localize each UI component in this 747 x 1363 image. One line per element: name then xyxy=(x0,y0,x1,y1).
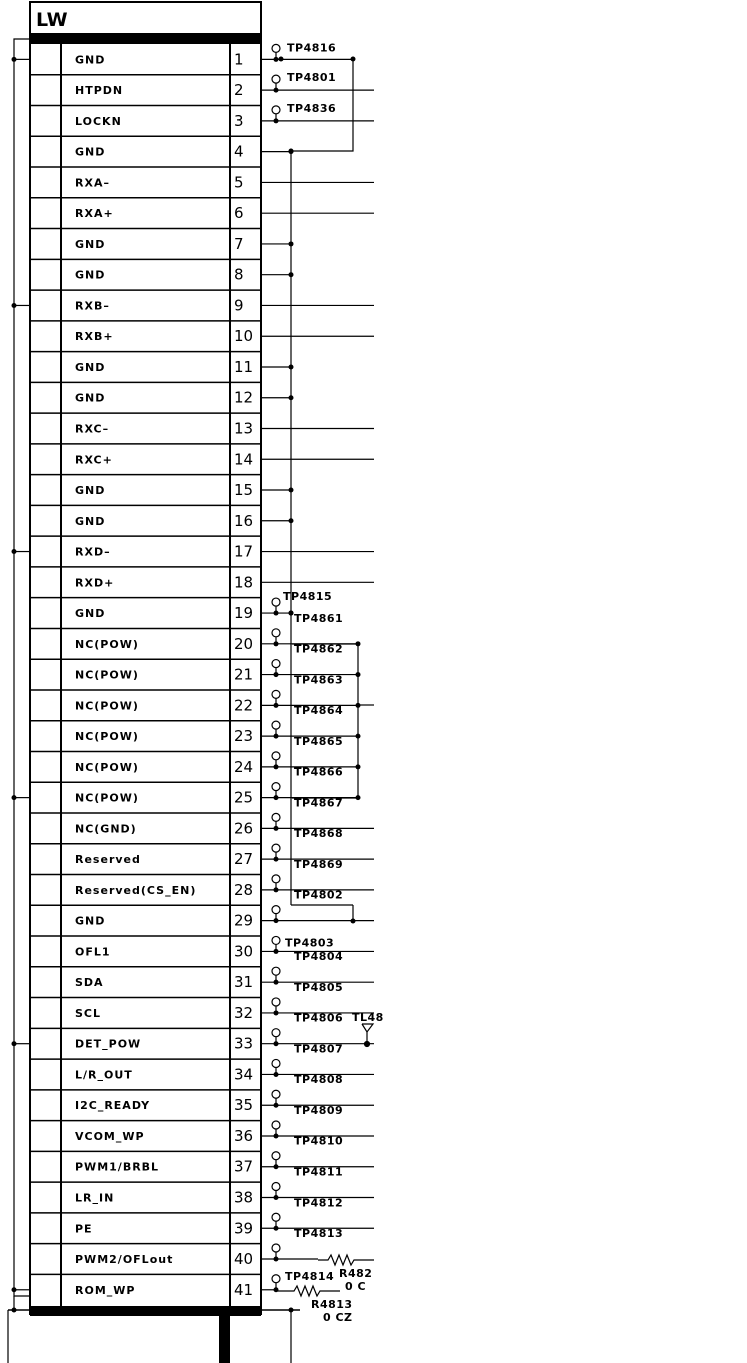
test-point-junction xyxy=(274,918,279,923)
pin-number: 11 xyxy=(234,357,254,376)
test-point-label: TP4869 xyxy=(294,857,344,871)
pin-signal-label: RXD+ xyxy=(75,576,115,590)
pin-number: 13 xyxy=(234,419,254,438)
test-point-label: TP4803 xyxy=(285,936,335,950)
pin-number: 33 xyxy=(234,1034,254,1053)
pin-number: 41 xyxy=(234,1280,254,1299)
pin-number: 23 xyxy=(234,727,254,746)
pin-number: 34 xyxy=(234,1065,254,1084)
test-point-pad xyxy=(272,660,280,668)
test-point-junction xyxy=(274,1041,279,1046)
pin-signal-label: GND xyxy=(75,391,106,405)
r482-value: 0 C xyxy=(345,1280,367,1293)
bus-junction xyxy=(356,795,361,800)
test-point-label: TP4861 xyxy=(294,611,344,625)
pin-signal-label: PWM1/BRBL xyxy=(75,1160,160,1174)
test-point-pad xyxy=(272,1275,280,1283)
test-point-junction xyxy=(274,1103,279,1108)
pin-number: 16 xyxy=(234,511,254,530)
pin-number: 3 xyxy=(234,111,244,130)
connector-bottom-bar xyxy=(30,1306,261,1316)
pin-signal-label: VCOM_WP xyxy=(75,1129,145,1143)
pin-number: 14 xyxy=(234,450,254,469)
pin-number: 27 xyxy=(234,850,254,869)
test-point-pad xyxy=(272,783,280,791)
frame-junction xyxy=(12,1287,17,1292)
pin-signal-label: GND xyxy=(75,268,106,282)
pin-signal-label: NC(POW) xyxy=(75,637,139,651)
test-point-label: TP4816 xyxy=(287,41,337,55)
test-point-junction xyxy=(274,1257,279,1262)
pin-number: 6 xyxy=(234,204,244,223)
test-point-junction xyxy=(274,1287,279,1292)
r4813-value: 0 CZ xyxy=(323,1311,353,1324)
pin-signal-label: Reserved xyxy=(75,853,141,867)
pin-signal-label: RXC+ xyxy=(75,453,113,467)
test-point-junction xyxy=(274,949,279,954)
gnd-bus-top-junction xyxy=(289,149,294,154)
pin-number: 25 xyxy=(234,788,254,807)
test-point-junction xyxy=(274,1164,279,1169)
pin-signal-label: RXD– xyxy=(75,545,111,559)
frame-junction xyxy=(12,303,17,308)
pin-number: 9 xyxy=(234,296,244,315)
test-point-label: TP4862 xyxy=(294,642,344,656)
pin-number: 5 xyxy=(234,173,244,192)
test-point-junction xyxy=(274,1195,279,1200)
pin-signal-label: NC(POW) xyxy=(75,791,139,805)
bus-junction xyxy=(289,272,294,277)
pin-signal-label: PWM2/OFLout xyxy=(75,1253,174,1267)
pin-signal-label: RXA– xyxy=(75,176,110,190)
pin-number: 32 xyxy=(234,1003,254,1022)
pin-number: 31 xyxy=(234,973,254,992)
pin-signal-label: NC(POW) xyxy=(75,760,139,774)
pin-number: 21 xyxy=(234,665,254,684)
pin-signal-label: GND xyxy=(75,360,106,374)
pin-signal-label: NC(POW) xyxy=(75,699,139,713)
test-point-pad xyxy=(272,906,280,914)
test-point-pad xyxy=(272,936,280,944)
tl48-label: TL48 xyxy=(352,1011,384,1024)
pin-signal-label: NC(POW) xyxy=(75,730,139,744)
pin-signal-label: GND xyxy=(75,145,106,159)
pin29-junction xyxy=(351,919,356,924)
pin-number: 1 xyxy=(234,50,244,69)
frame-junction xyxy=(12,549,17,554)
pin-signal-label: HTPDN xyxy=(75,84,124,98)
pin-signal-label: GND xyxy=(75,914,106,928)
test-point-pad xyxy=(272,844,280,852)
test-point-junction xyxy=(274,672,279,677)
test-point-pad xyxy=(272,1090,280,1098)
test-point-junction xyxy=(274,1010,279,1015)
test-point-label: TP4811 xyxy=(294,1165,344,1179)
bus-junction xyxy=(289,518,294,523)
tl48-marker xyxy=(362,1024,373,1032)
resistor-r4813 xyxy=(276,1286,340,1296)
test-point-label: TP4804 xyxy=(294,950,344,964)
test-point-pad xyxy=(272,1183,280,1191)
test-point-pad xyxy=(272,44,280,52)
test-point-label: TP4801 xyxy=(287,71,337,85)
pin-number: 28 xyxy=(234,880,254,899)
pin-number: 26 xyxy=(234,819,254,838)
test-point-label: TP4807 xyxy=(294,1042,344,1056)
test-point-junction xyxy=(274,734,279,739)
test-point-junction xyxy=(274,118,279,123)
test-point-junction xyxy=(274,980,279,985)
test-point-label: TP4802 xyxy=(294,888,344,902)
bus-junction xyxy=(356,734,361,739)
bus-junction xyxy=(356,703,361,708)
pin-signal-label: GND xyxy=(75,607,106,621)
test-point-pad xyxy=(272,752,280,760)
pin-signal-label: PE xyxy=(75,1222,93,1236)
test-point-junction xyxy=(274,795,279,800)
test-point-junction xyxy=(274,703,279,708)
frame-junction xyxy=(12,57,17,62)
pin-number: 7 xyxy=(234,234,244,253)
connector-outline xyxy=(30,2,261,1314)
pin-signal-label: NC(POW) xyxy=(75,668,139,682)
bus-junction xyxy=(289,395,294,400)
test-point-label: TP4868 xyxy=(294,827,344,841)
pin-signal-label: LR_IN xyxy=(75,1191,115,1205)
pin-signal-label: RXB– xyxy=(75,299,110,313)
left-frame-rail xyxy=(14,39,30,1296)
bus-junction xyxy=(289,241,294,246)
test-point-label: TP4836 xyxy=(287,101,337,115)
test-point-pad xyxy=(272,998,280,1006)
test-point-label: TP4815 xyxy=(283,590,333,604)
pin-number: 30 xyxy=(234,942,254,961)
test-point-pad xyxy=(272,1029,280,1037)
pin-number: 38 xyxy=(234,1188,254,1207)
frame-junction xyxy=(12,795,17,800)
pin-number: 15 xyxy=(234,481,254,500)
r4813-label: R4813 xyxy=(311,1298,353,1311)
pin-signal-label: GND xyxy=(75,53,106,67)
test-point-pad xyxy=(272,75,280,83)
pin-signal-label: GND xyxy=(75,237,106,251)
test-point-label: TP4810 xyxy=(294,1134,344,1148)
pin-signal-label: I2C_READY xyxy=(75,1099,151,1113)
test-point-pad xyxy=(272,629,280,637)
pin-number: 37 xyxy=(234,1157,254,1176)
test-point-label: TP4865 xyxy=(294,734,344,748)
pin-signal-label: RXB+ xyxy=(75,330,114,344)
pin1-loop-junction xyxy=(351,57,356,62)
bottom-junction xyxy=(289,1308,294,1313)
test-point-junction xyxy=(274,57,279,62)
bottom-left-junction xyxy=(12,1308,17,1313)
test-point-pad xyxy=(272,1121,280,1129)
pin-number: 17 xyxy=(234,542,254,561)
pin-number: 36 xyxy=(234,1126,254,1145)
pin-signal-label: RXA+ xyxy=(75,207,114,221)
test-point-label: TP4806 xyxy=(294,1011,344,1025)
test-point-label: TP4863 xyxy=(294,673,344,687)
test-point-label: TP4813 xyxy=(294,1227,344,1241)
test-point-pad xyxy=(272,967,280,975)
test-point-junction xyxy=(274,764,279,769)
test-point-label: TP4809 xyxy=(294,1103,344,1117)
test-point-junction xyxy=(274,857,279,862)
pin-signal-label: GND xyxy=(75,514,106,528)
test-point-pad xyxy=(272,813,280,821)
pin-signal-label: DET_POW xyxy=(75,1037,142,1051)
bus-junction xyxy=(356,672,361,677)
test-point-label: TP4866 xyxy=(294,765,344,779)
pin-number: 24 xyxy=(234,757,254,776)
pin-number: 18 xyxy=(234,573,254,592)
frame-junction xyxy=(12,1041,17,1046)
test-point-junction xyxy=(274,1072,279,1077)
pin-number: 19 xyxy=(234,604,254,623)
connector-top-bar xyxy=(30,33,261,44)
connector-tail xyxy=(219,1316,230,1363)
pin-number: 29 xyxy=(234,911,254,930)
pin-number: 40 xyxy=(234,1250,254,1269)
pin-number: 8 xyxy=(234,265,244,284)
pin-signal-label: L/R_OUT xyxy=(75,1068,133,1082)
pin-signal-label: Reserved(CS_EN) xyxy=(75,883,197,897)
test-point-label: TP4864 xyxy=(294,704,344,718)
bus-junction xyxy=(356,764,361,769)
bus-junction xyxy=(356,641,361,646)
test-point-pad xyxy=(272,1152,280,1160)
pin-number: 20 xyxy=(234,634,254,653)
test-point-pad xyxy=(272,598,280,606)
pin-signal-label: ROM_WP xyxy=(75,1283,136,1297)
pin-number: 22 xyxy=(234,696,254,715)
pin-number: 2 xyxy=(234,81,244,100)
resistor-r482 xyxy=(318,1255,374,1265)
test-point-label: TP4808 xyxy=(294,1073,344,1087)
pin-signal-label: SCL xyxy=(75,1006,102,1020)
r482-label: R482 xyxy=(339,1267,373,1280)
bus-junction xyxy=(289,488,294,493)
test-point-junction xyxy=(274,1226,279,1231)
test-point-label: TP4812 xyxy=(294,1196,344,1210)
pin-signal-label: SDA xyxy=(75,976,104,990)
test-point-pad xyxy=(272,1244,280,1252)
gnd-bus-pin19-junction xyxy=(289,611,294,616)
bus-junction xyxy=(289,364,294,369)
test-point-pad xyxy=(272,690,280,698)
test-point-label: TP4814 xyxy=(285,1269,335,1283)
test-point-junction xyxy=(274,611,279,616)
pin-number: 4 xyxy=(234,142,244,161)
pin-number: 39 xyxy=(234,1219,254,1238)
pin1-junction xyxy=(279,57,284,62)
test-point-pad xyxy=(272,106,280,114)
test-point-junction xyxy=(274,1133,279,1138)
test-point-pad xyxy=(272,875,280,883)
pin-signal-label: LOCKN xyxy=(75,114,122,128)
pin-signal-label: RXC– xyxy=(75,422,110,436)
pin-number: 12 xyxy=(234,388,254,407)
pin-number: 10 xyxy=(234,327,254,346)
pin-signal-label: NC(GND) xyxy=(75,822,137,836)
test-point-pad xyxy=(272,1059,280,1067)
test-point-pad xyxy=(272,721,280,729)
pin-signal-label: OFL1 xyxy=(75,945,111,959)
test-point-junction xyxy=(274,887,279,892)
test-point-label: TP4867 xyxy=(294,796,344,810)
test-point-junction xyxy=(274,88,279,93)
test-point-junction xyxy=(274,641,279,646)
pin-number: 35 xyxy=(234,1096,254,1115)
connector-title: LW xyxy=(36,9,68,31)
test-point-label: TP4805 xyxy=(294,980,344,994)
test-point-pad xyxy=(272,1213,280,1221)
test-point-junction xyxy=(274,826,279,831)
pin-signal-label: GND xyxy=(75,484,106,498)
